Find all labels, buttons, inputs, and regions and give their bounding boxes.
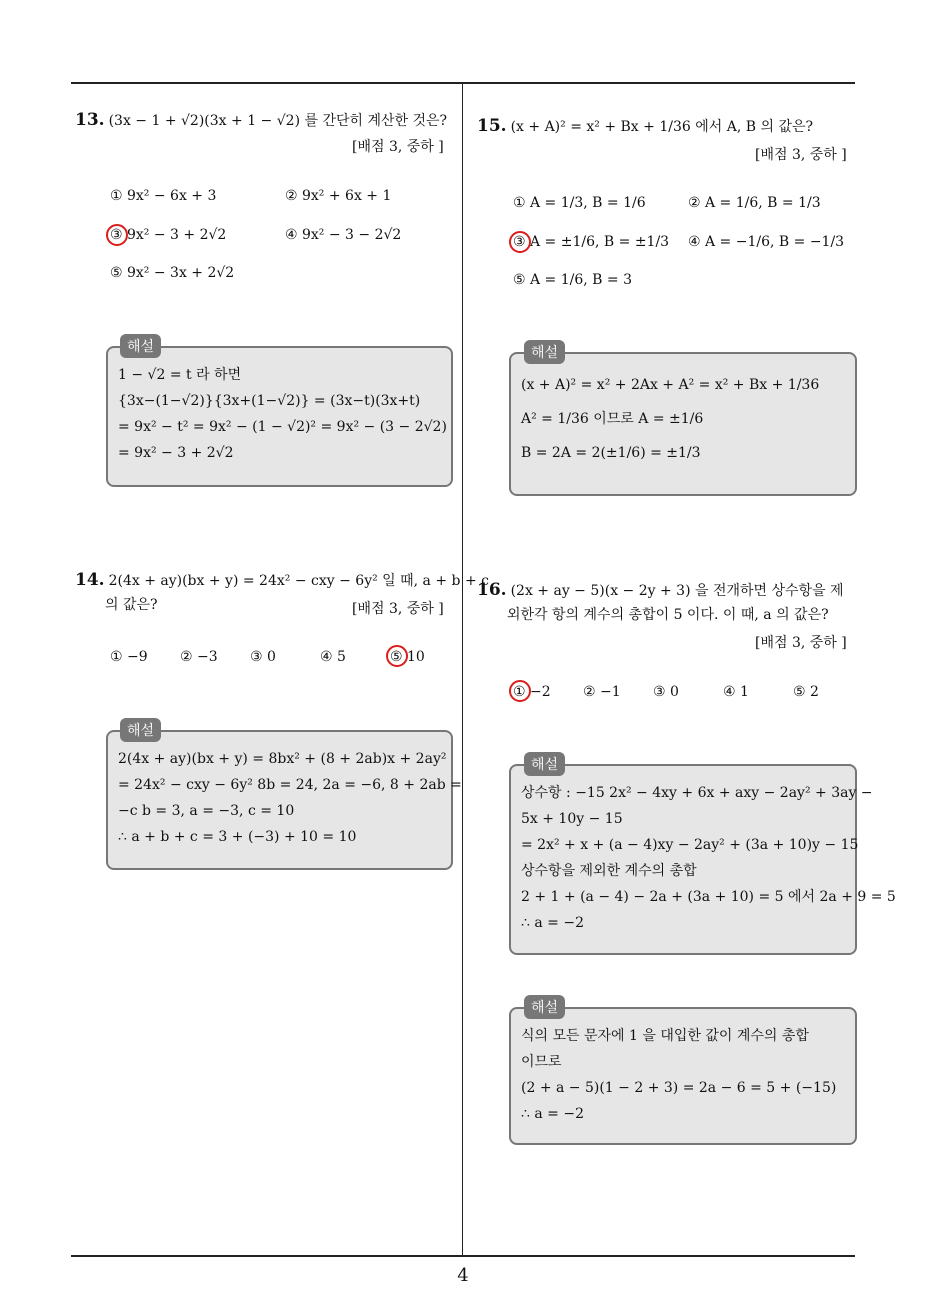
solution-line: = 2x² + x + (a − 4)xy − 2ay² + (3a + 10)y − 15 (521, 837, 859, 853)
column-divider (462, 84, 463, 1256)
solution-tag: 해설 (120, 334, 161, 358)
question-text-cont: 의 값은? (105, 597, 158, 613)
solution-box (509, 352, 857, 496)
solution-line: ∴ a + b + c = 3 + (−3) + 10 = 10 (118, 829, 357, 845)
choice-4[interactable]: ④ 5 (320, 649, 346, 665)
choice-4[interactable]: ④ 9x² − 3 − 2√2 (285, 227, 402, 243)
solution-box (106, 730, 462, 870)
solution-tag: 해설 (524, 340, 565, 364)
choice-3[interactable]: ③ 0 (250, 649, 276, 665)
choice-1[interactable]: ① A = 1/3, B = 1/6 (513, 195, 646, 211)
solution-tag: 해설 (524, 752, 565, 776)
solution-line: = 9x² − t² = 9x² − (1 − √2)² = 9x² − (3 − 2√2) (118, 419, 447, 435)
answer-mark (386, 645, 408, 667)
solution-line: {3x−(1−√2)}{3x+(1−√2)} = (3x−t)(3x+t) (118, 393, 421, 409)
solution-line: 상수항 : −15 2x² − 4xy + 6x + axy − 2ay² + 3ay − (521, 785, 873, 801)
choice-5[interactable]: ⑤ 9x² − 3x + 2√2 (110, 265, 235, 281)
solution-line: A² = 1/36 이므로 A = ±1/6 (521, 411, 704, 427)
answer-mark (106, 224, 128, 246)
solution-line: 1 − √2 = t 라 하면 (118, 367, 242, 383)
question-text: (x + A)² = x² + Bx + 1/36 에서 A, B 의 값은? (510, 119, 813, 135)
question-text-cont: 외한각 항의 계수의 총합이 5 이다. 이 때, a 의 값은? (507, 607, 829, 623)
question-13 (75, 108, 447, 133)
question-number: 16. (477, 580, 507, 600)
question-text: 2(4x + ay)(bx + y) = 24x² − cxy − 6y² 일 때, a + b + c (108, 573, 489, 589)
choice-1[interactable]: ① 9x² − 6x + 3 (110, 188, 217, 204)
solution-line: ∴ a = −2 (521, 1106, 584, 1122)
choice-5[interactable]: ⑤ A = 1/6, B = 3 (513, 272, 632, 288)
question-number: 15. (477, 116, 507, 136)
solution-line: 식의 모든 문자에 1 을 대입한 값이 계수의 총합 (521, 1028, 809, 1044)
choice-3[interactable]: ③ 0 (653, 684, 679, 700)
solution-line: B = 2A = 2(±1/6) = ±1/3 (521, 445, 701, 461)
choice-2[interactable]: ② 9x² + 6x + 1 (285, 188, 392, 204)
question-number: 13. (75, 110, 105, 130)
top-rule (71, 82, 855, 84)
choice-5[interactable]: ⑤ 2 (793, 684, 819, 700)
solution-line: = 24x² − cxy − 6y² 8b = 24, 2a = −6, 8 + 2ab = (118, 777, 462, 793)
solution-line: −c b = 3, a = −3, c = 10 (118, 803, 295, 819)
solution-box (106, 346, 453, 487)
choice-2[interactable]: ② −3 (180, 649, 218, 665)
choice-3[interactable]: ③ 9x² − 3 + 2√2 (110, 227, 227, 243)
question-16 (477, 578, 844, 627)
choice-5[interactable]: ⑤ 10 (390, 649, 425, 665)
page-number: 4 (457, 1265, 469, 1286)
solution-line: 5x + 10y − 15 (521, 811, 623, 827)
question-text: (3x − 1 + √2)(3x + 1 − √2) 를 간단히 계산한 것은? (108, 113, 448, 129)
question-15 (477, 114, 813, 139)
choice-4[interactable]: ④ A = −1/6, B = −1/3 (688, 234, 845, 250)
choice-3[interactable]: ③ A = ±1/6, B = ±1/3 (513, 234, 670, 250)
solution-line: 2(4x + ay)(bx + y) = 8bx² + (8 + 2ab)x + 2ay² (118, 751, 447, 767)
solution-line: 상수항을 제외한 계수의 총합 (521, 863, 697, 879)
question-meta: [배점 3, 중하 ] (755, 635, 847, 651)
solution-line: 이므로 (521, 1054, 562, 1070)
solution-line: 2 + 1 + (a − 4) − 2a + (3a + 10) = 5 에서 2a + 9 = 5 (521, 889, 896, 905)
choice-2[interactable]: ② −1 (583, 684, 621, 700)
choice-1[interactable]: ① −2 (513, 684, 551, 700)
choice-2[interactable]: ② A = 1/6, B = 1/3 (688, 195, 821, 211)
answer-mark (509, 680, 531, 702)
bottom-rule (71, 1255, 855, 1257)
answer-mark (509, 231, 531, 253)
question-meta: [배점 3, 중하 ] (352, 601, 444, 617)
choice-1[interactable]: ① −9 (110, 649, 148, 665)
solution-line: = 9x² − 3 + 2√2 (118, 445, 234, 461)
solution-tag: 해설 (120, 718, 161, 742)
solution-box (509, 764, 896, 955)
solution-box-2 (509, 1007, 857, 1145)
choice-4[interactable]: ④ 1 (723, 684, 749, 700)
question-meta: [배점 3, 중하 ] (352, 139, 444, 155)
question-number: 14. (75, 570, 105, 590)
question-text: (2x + ay − 5)(x − 2y + 3) 을 전개하면 상수항을 제 (510, 583, 844, 599)
solution-tag: 해설 (524, 995, 565, 1019)
solution-line: ∴ a = −2 (521, 915, 584, 931)
solution-line: (x + A)² = x² + 2Ax + A² = x² + Bx + 1/36 (521, 377, 820, 393)
question-meta: [배점 3, 중하 ] (755, 147, 847, 163)
solution-line: (2 + a − 5)(1 − 2 + 3) = 2a − 6 = 5 + (−15) (521, 1080, 837, 1096)
